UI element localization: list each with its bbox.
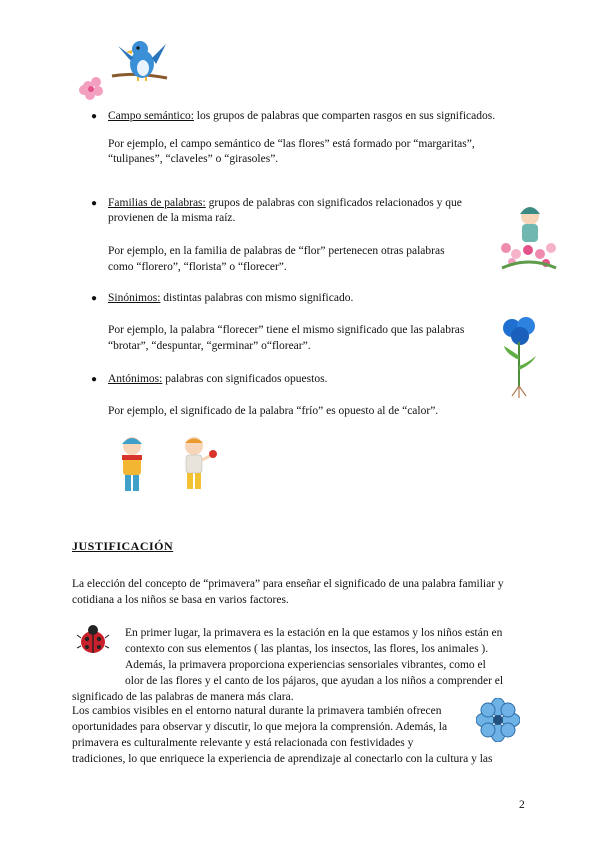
paragraph-line: Además, la primavera proporciona experiencias sensoriales vibrantes, como el xyxy=(125,659,486,671)
familias-example-line: Por ejemplo, en la familia de palabras de “flor” pertenecen otras palabras xyxy=(108,245,445,257)
blue-flower-icon xyxy=(503,317,535,345)
sinonimos-definition: distintas palabras con mismo significado. xyxy=(160,292,354,304)
familias-definition-line: provienen de la misma raíz. xyxy=(108,212,236,224)
familias-term: Familias de palabras: xyxy=(108,197,206,209)
paragraph-line: primavera es culturalmente relevante y está relacionada con festividades y xyxy=(72,737,414,749)
sinonimos-term: Sinónimos: xyxy=(108,292,161,304)
campo-example-line: Por ejemplo, el campo semántico de “las flores” está formado por “margaritas”, xyxy=(108,138,475,150)
intro-line: cotidiana a los niños se basa en varios factores. xyxy=(72,594,289,606)
intro-line: La elección del concepto de “primavera” para enseñar el significado de una palabra familiar y xyxy=(72,578,504,590)
paragraph-line: significado de las palabras de manera más clara. xyxy=(72,691,294,703)
sinonimos-example-line: Por ejemplo, la palabra “florecer” tiene el mismo significado que las palabras xyxy=(108,324,465,336)
campo-example-line: “tulipanes”, “claveles” o “girasoles”. xyxy=(108,153,279,165)
blue-flower-stem-illustration xyxy=(498,316,542,400)
bullet-icon: ● xyxy=(91,198,98,209)
bullet-icon: ● xyxy=(91,293,98,304)
flower-bouquet-icon xyxy=(501,243,556,268)
paragraph-line: olor de las flores y el canto de los pájaros, que ayudan a los niños a comprender el xyxy=(125,675,504,687)
girl-gardening-illustration xyxy=(496,196,562,272)
campo-semantico-term: Campo semántico: xyxy=(108,110,194,122)
page-number: 2 xyxy=(519,799,525,811)
campo-semantico-item xyxy=(108,109,495,123)
child-with-flower-illustration xyxy=(176,434,222,496)
sinonimos-item xyxy=(108,291,353,305)
paragraph-line: Los cambios visibles en el entorno natural durante la primavera también ofrecen xyxy=(72,705,442,717)
bullet-icon: ● xyxy=(91,374,98,385)
section-title: JUSTIFICACIÓN xyxy=(72,539,174,553)
antonimos-definition: palabras con significados opuestos. xyxy=(162,373,328,385)
ladybug-icon xyxy=(76,622,110,656)
familias-item xyxy=(108,196,462,210)
paragraph-line: tradiciones, lo que enriquece la experiencia de aprendizaje al conectarlo con la cultura y las xyxy=(72,753,493,765)
bird-on-branch-illustration xyxy=(72,38,172,104)
familias-example-line: como “florero”, “florista” o “florecer”. xyxy=(108,261,287,273)
paragraph-line: En primer lugar, la primavera es la estación en la que estamos y los niños están en xyxy=(125,627,503,639)
antonimos-example-line: Por ejemplo, el significado de la palabra “frío” es opuesto al de “calor”. xyxy=(108,405,439,417)
paragraph-line: oportunidades para observar y discutir, lo que mejora la comprensión. Además, la xyxy=(72,721,448,733)
pink-flower-icon xyxy=(79,77,103,100)
bullet-icon: ● xyxy=(91,111,98,122)
paragraph-line: contexto con sus elementos ( las plantas, los insectos, las flores, los animales ). xyxy=(125,643,489,655)
familias-definition: grupos de palabras con significados relacionados y que xyxy=(205,197,462,209)
red-flower-icon xyxy=(209,450,217,458)
bird-icon xyxy=(112,41,167,81)
child-winter-illustration xyxy=(112,434,152,496)
campo-semantico-definition: los grupos de palabras que comparten rasgos en sus significados. xyxy=(193,110,496,122)
antonimos-term: Antónimos: xyxy=(108,373,163,385)
sinonimos-example-line: “brotar”, “despuntar, “germinar” o“florear”. xyxy=(108,340,311,352)
blue-bloom-icon xyxy=(476,698,520,742)
antonimos-item xyxy=(108,372,327,386)
